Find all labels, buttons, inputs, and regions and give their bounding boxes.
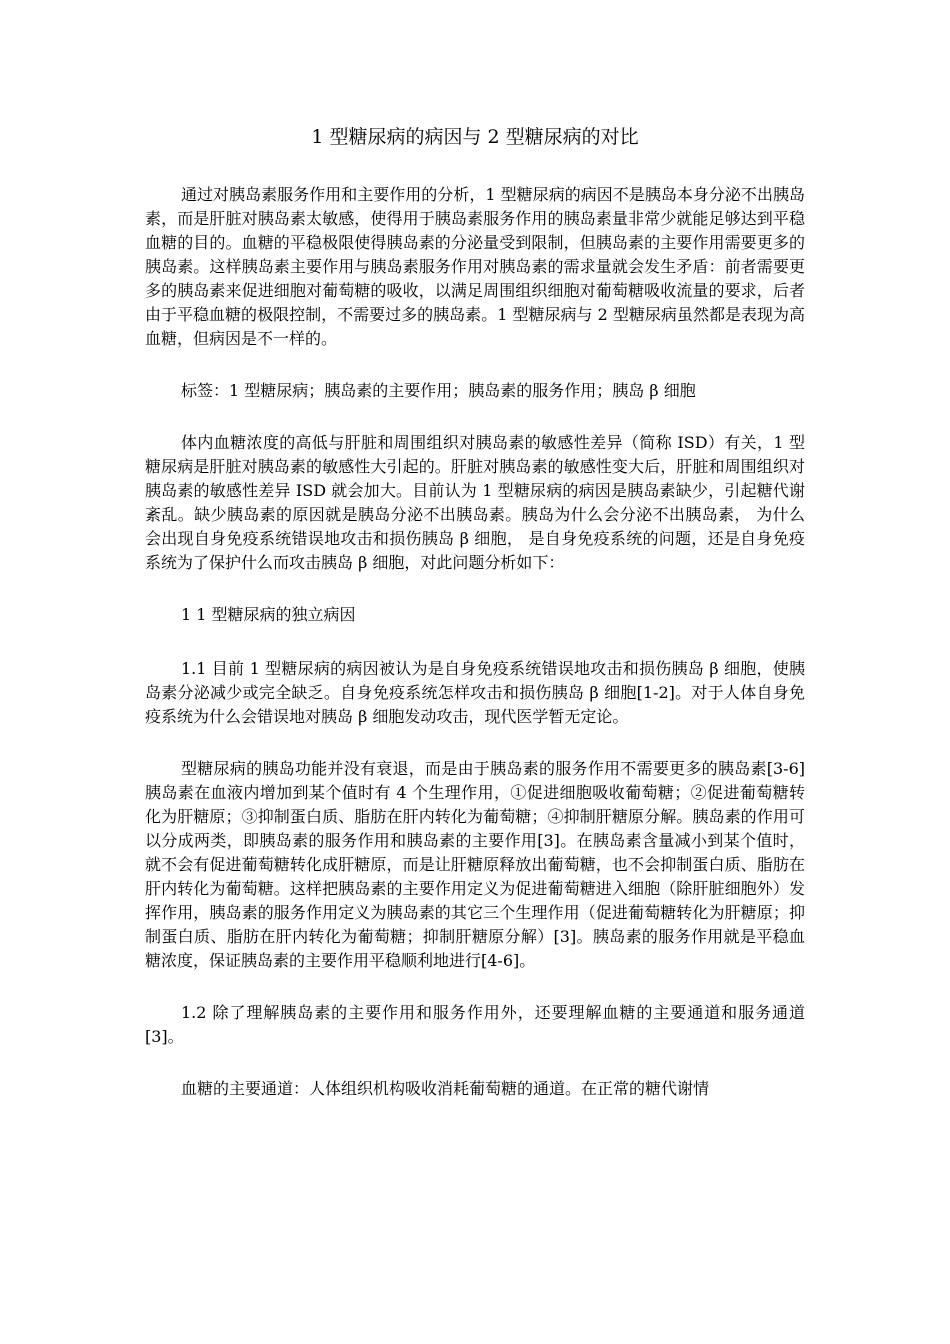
insulin-function-paragraph: 型糖尿病的胰岛功能并没有衰退，而是由于胰岛素的服务作用不需要更多的胰岛素[3-6] 胰岛素在血液内增加到某个值时有 4 个生理作用，①促进细胞吸收葡萄糖；②促进葡萄糖转化为肝糖原；③抑制蛋白质、脂肪在肝内转化为葡萄糖；④抑制肝糖原分解。胰岛素的作用可以分成两类，即胰岛素的服务作用和胰岛素的主要作用[3]。在胰岛素含量减小到某个值时，就不会有促进葡萄糖转化成肝糖原，而是让肝糖原释放出葡萄糖，也不会抑制蛋白质、脂肪在肝内转化为葡萄糖。这样把胰岛素的主要作用定义为促进葡萄糖进入细胞（除肝脏细胞外）发挥作用，胰岛素的服务作用定义为胰岛素的其它三个生理作用（促进葡萄糖转化为肝糖原；抑制蛋白质、脂肪在肝内转化为葡萄糖；抑制肝糖原分解）[3]。胰岛素的服务作用就是平稳血糖浓度，保证胰岛素的主要作用平稳顺利地进行[4-6]。 — [145, 759, 805, 970]
introduction-paragraph: 体内血糖浓度的高低与肝脏和周围组织对胰岛素的敏感性差异（简称 ISD）有关，1 型糖尿病是肝脏对胰岛素的敏感性大引起的。肝脏对胰岛素的敏感性变大后，肝脏和周围组织对胰岛素的敏感性差异 ISD 就会加大。目前认为 1 型糖尿病的病因是胰岛素缺少，引起糖代谢紊乱。缺少胰岛素的原因就是胰岛分泌不出胰岛素。胰岛为什么会分泌不出胰岛素， 为什么会出现自身免疫系统错误地攻击和损伤胰岛 β 细胞， 是自身免疫系统的问题，还是自身免疫系统为了保护什么而攻击胰岛 β 细胞，对此问题分析如下： — [145, 433, 805, 572]
section-1-2-paragraph: 1.2 除了理解胰岛素的主要作用和服务作用外，还要理解血糖的主要通道和服务通道[3]。 — [145, 1003, 805, 1046]
document-body — [145, 183, 805, 1129]
document-title: 1 型糖尿病的病因与 2 型糖尿病的对比 — [311, 126, 639, 148]
section-heading: 1 1 型糖尿病的独立病因 — [181, 605, 356, 624]
keywords-paragraph: 标签：1 型糖尿病；胰岛素的主要作用；胰岛素的服务作用；胰岛 β 细胞 — [181, 381, 696, 400]
section-1-1-paragraph: 1.1 目前 1 型糖尿病的病因被认为是自身免疫系统错误地攻击和损伤胰岛 β 细胞，使胰岛素分泌减少或完全缺乏。自身免疫系统怎样攻击和损伤胰岛 β 细胞[1-2]。对于人体自身免疫系统为什么会错误地对胰岛 β 细胞发动攻击，现代医学暂无定论。 — [145, 659, 805, 726]
abstract-paragraph: 通过对胰岛素服务作用和主要作用的分析，1 型糖尿病的病因不是胰岛本身分泌不出胰岛素，而是肝脏对胰岛素太敏感，使得用于胰岛素服务作用的胰岛素量非常少就能足够达到平稳血糖的目的。血糖的平稳极限使得胰岛素的分泌量受到限制，但胰岛素的主要作用需要更多的胰岛素。这样胰岛素主要作用与胰岛素服务作用对胰岛素的需求量就会发生矛盾：前者需要更多的胰岛素来促进细胞对葡萄糖的吸收，以满足周围组织细胞对葡萄糖吸收流量的要求，后者由于平稳血糖的极限控制，不需要过多的胰岛素。1 型糖尿病与 2 型糖尿病虽然都是表现为高血糖，但病因是不一样的。 — [145, 185, 805, 348]
glucose-channel-paragraph: 血糖的主要通道：人体组织机构吸收消耗葡萄糖的通道。在正常的糖代谢情 — [181, 1079, 710, 1098]
